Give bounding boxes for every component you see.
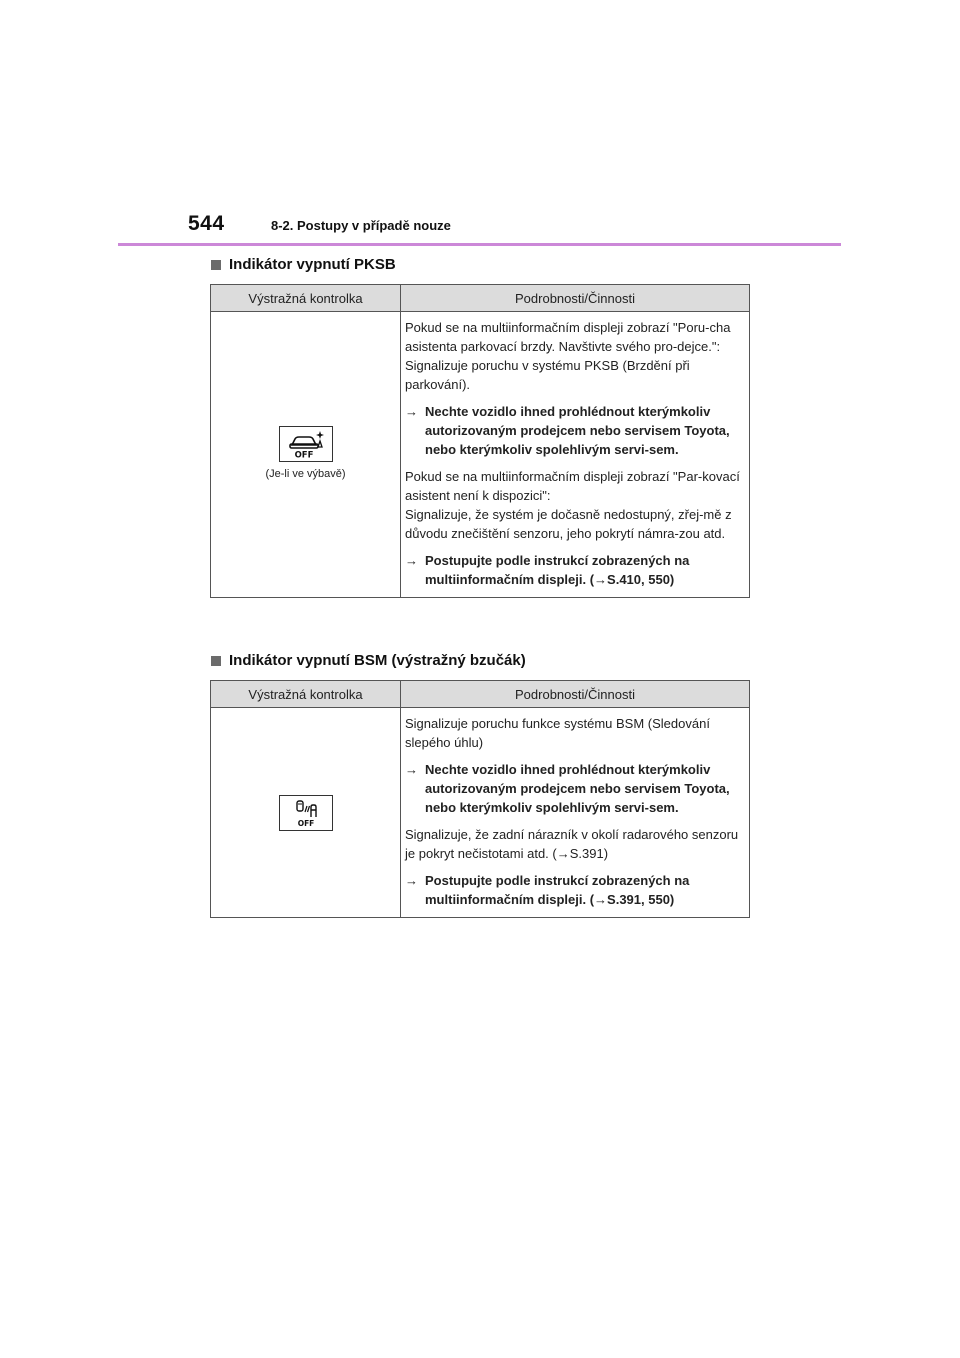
section-title: 8-2. Postupy v případě nouze: [271, 218, 451, 233]
arrow-icon: →: [405, 873, 418, 888]
ref-arrow-icon: →: [556, 846, 570, 861]
action-item: → Postupujte podle instrukcí zobrazených na multiinformačním displeji. (→S.410, 550): [405, 553, 690, 587]
pksb-heading: [211, 256, 396, 273]
ref-arrow-icon: →: [594, 572, 608, 587]
bsm-table: [210, 680, 750, 918]
lamp-cell: [211, 312, 401, 598]
bsm-heading: [211, 652, 526, 669]
header-divider: [118, 243, 841, 246]
icon-caption: (Je-li ve výbavě): [265, 467, 346, 480]
col-header-details: Podrobnosti/Činnosti: [401, 681, 750, 708]
col-header-details: Podrobnosti/Činnosti: [401, 285, 750, 312]
page-reference[interactable]: S.391: [569, 846, 604, 861]
arrow-icon: →: [405, 404, 418, 419]
bsm-off-icon: [279, 795, 333, 831]
details-paragraph: Signalizuje poruchu funkce systému BSM (Sledování slepého úhlu): [405, 716, 710, 750]
col-header-lamp: Výstražná kontrolka: [211, 285, 401, 312]
pksb-heading-text: Indikátor vypnutí PKSB: [229, 256, 396, 273]
svg-text:OFF: OFF: [297, 818, 314, 828]
bsm-heading-text: Indikátor vypnutí BSM (výstražný bzučák): [229, 652, 526, 669]
square-bullet-icon: [211, 260, 221, 270]
page-reference[interactable]: S.410, 550: [607, 572, 670, 587]
col-header-lamp: Výstražná kontrolka: [211, 681, 401, 708]
action-item: → Postupujte podle instrukcí zobrazených na multiinformačním displeji. (→S.391, 550): [405, 873, 690, 907]
details-cell: [401, 312, 750, 598]
details-cell: [401, 708, 750, 918]
pksb-off-icon: [279, 426, 333, 462]
bsm-off-symbol: [284, 798, 328, 828]
pksb-table: [210, 284, 750, 598]
arrow-icon: →: [405, 553, 418, 568]
arrow-icon: →: [405, 762, 418, 777]
table-row: [211, 312, 750, 598]
action-item: → Nechte vozidlo ihned prohlédnout kterýmkoliv autorizovaným prodejcem nebo servisem Toyota, nebo kterýmkoliv spolehlivým servi-sem.: [405, 404, 730, 457]
lamp-cell: [211, 708, 401, 918]
details-paragraph: Pokud se na multiinformačním displeji zobrazí "Par-kovací asistent není k dispozici": Signalizuje, že systém je dočasně nedostupný, zřej-mě z důvodu znečištění senzoru, jeho pokrytí námra-zou atd.: [405, 469, 740, 541]
details-paragraph: Signalizuje, že zadní nárazník v okolí radarového senzoru je pokryt nečistotami atd. (→S.391): [405, 827, 739, 861]
pksb-off-symbol: [284, 429, 328, 459]
details-paragraph: Pokud se na multiinformačním displeji zobrazí "Poru-cha asistenta parkovací brzdy. Navštivte svého pro-dejce.": Signalizuje poruchu v systému PKSB (Brzdění při parkování).: [405, 320, 731, 392]
svg-text:OFF: OFF: [294, 450, 313, 459]
square-bullet-icon: [211, 656, 221, 666]
action-item: → Nechte vozidlo ihned prohlédnout kterýmkoliv autorizovaným prodejcem nebo servisem Toyota, nebo kterýmkoliv spolehlivým servi-sem.: [405, 762, 730, 815]
page-reference[interactable]: S.391, 550: [607, 892, 670, 907]
page-number: 544: [188, 212, 225, 235]
table-row: [211, 708, 750, 918]
ref-arrow-icon: →: [594, 892, 608, 907]
